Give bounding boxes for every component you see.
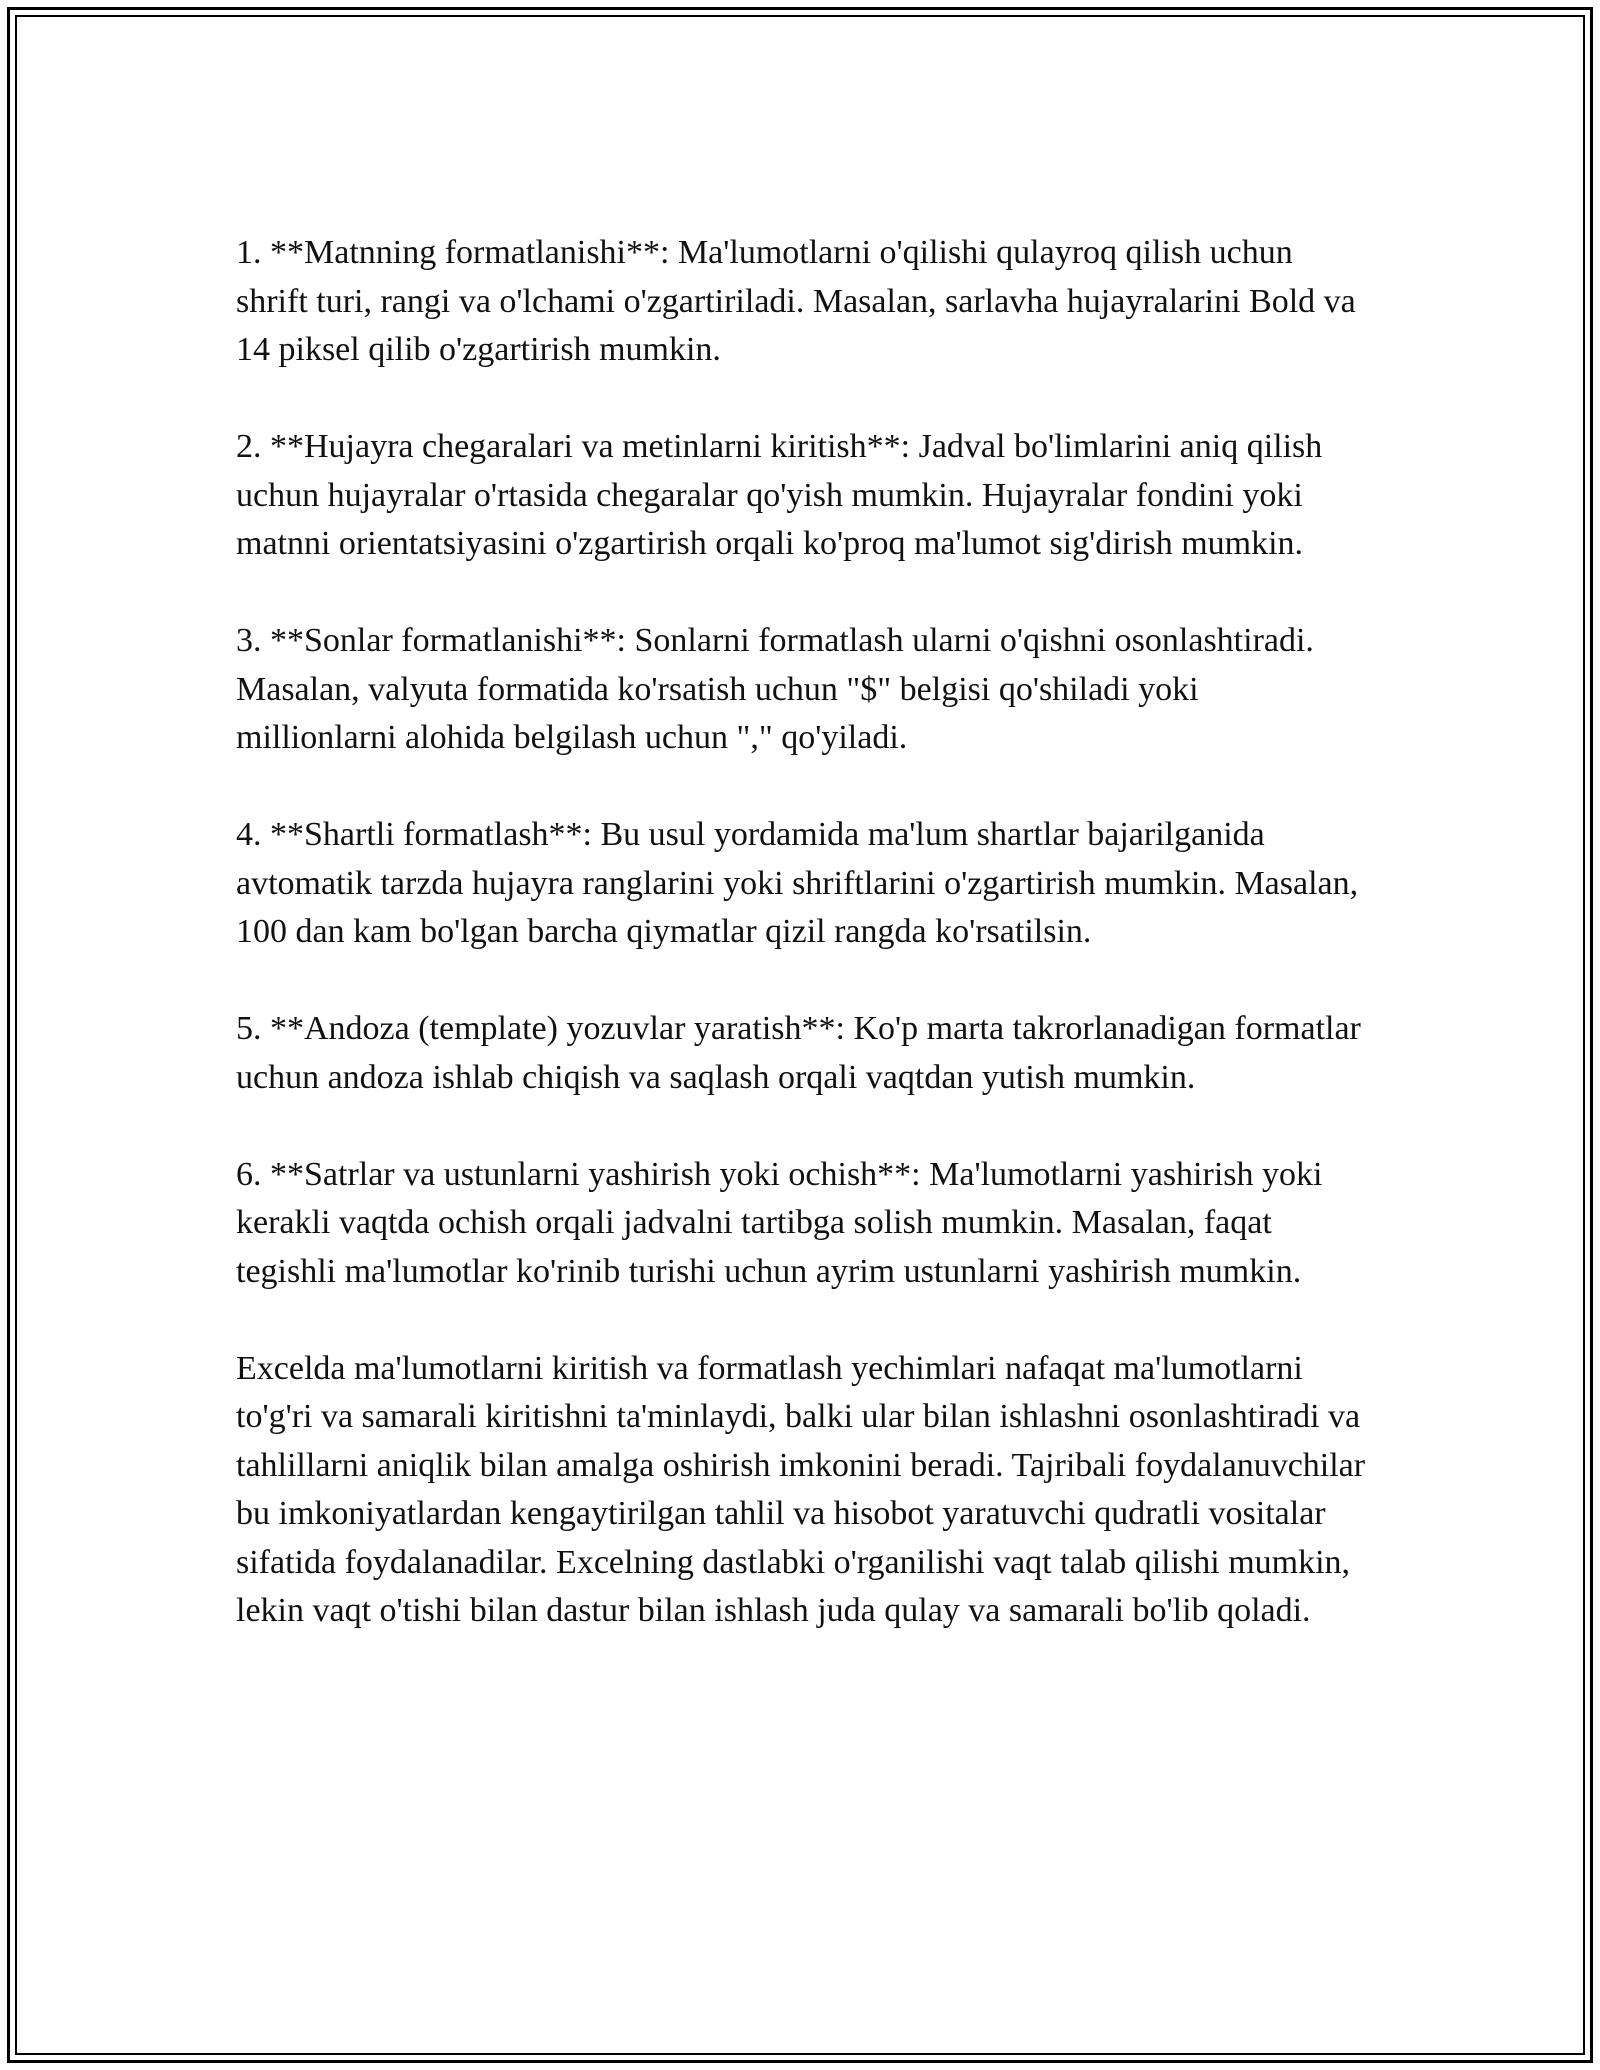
paragraph-number-formatting: 3. **Sonlar formatlanishi**: Sonlarni formatlash ularni o'qishni osonlashtiradi. Masalan, valyuta formatida ko'rsatish uchun "$" belgisi qo'shiladi yoki millionlarni alohida belgilash uchun "," qo'yiladi. xyxy=(236,622,1314,756)
paragraph-conclusion: Excelda ma'lumotlarni kiritish va formatlash yechimlari nafaqat ma'lumotlarni to'g'ri va samarali kiritishni ta'minlaydi, balki ular bilan ishlashni osonlashtiradi va tahlillarni aniqlik bilan amalga oshirish imkonini beradi. Tajribali foydalanuvchilar bu imkoniyatlardan kengaytirilgan tahlil va hisobot yaratuvchi qudratli vositalar sifatida foydalanadilar. Excelning dastlabki o'rganilishi vaqt talab qilishi mumkin, lekin vaqt o'tishi bilan dastur bilan ishlash juda qulay va samarali bo'lib qoladi. xyxy=(236,1349,1366,1629)
paragraph-hide-rows-columns: 6. **Satrlar va ustunlarni yashirish yoki ochish**: Ma'lumotlarni yashirish yoki kerakli vaqtda ochish orqali jadvalni tartibga solish mumkin. Masalan, faqat tegishli ma'lumotlar ko'rinib turishi uchun ayrim ustunlarni yashirish mumkin. xyxy=(236,1155,1323,1290)
paragraph-text-formatting: 1. **Matnning formatlanishi**: Ma'lumotlarni o'qilishi qulayroq qilish uchun shrift turi, rangi va o'lchami o'zgartiriladi. Masalan, sarlavha hujayralarini Bold va 14 piksel qilib o'zgartirish mumkin. xyxy=(236,234,1356,368)
paragraph-conditional-formatting: 4. **Shartli formatlash**: Bu usul yordamida ma'lum shartlar bajarilganida avtomatik tarzda hujayra ranglarini yoki shriftlarini o'zgartirish mumkin. Masalan, 100 dan kam bo'lgan barcha qiymatlar qizil rangda ko'rsatilsin. xyxy=(236,816,1359,950)
document-body xyxy=(236,229,1366,1684)
paragraph-cell-borders: 2. **Hujayra chegaralari va metinlarni kiritish**: Jadval bo'limlarini aniq qilish uchun hujayralar o'rtasida chegaralar qo'yish mumkin. Hujayralar fondini yoki matnni orientatsiyasini o'zgartirish orqali ko'proq ma'lumot sig'dirish mumkin. xyxy=(236,428,1323,562)
paragraph-templates: 5. **Andoza (template) yozuvlar yaratish**: Ko'p marta takrorlanadigan formatlar uchun andoza ishlab chiqish va saqlash orqali vaqtdan yutish mumkin. xyxy=(236,1010,1361,1096)
